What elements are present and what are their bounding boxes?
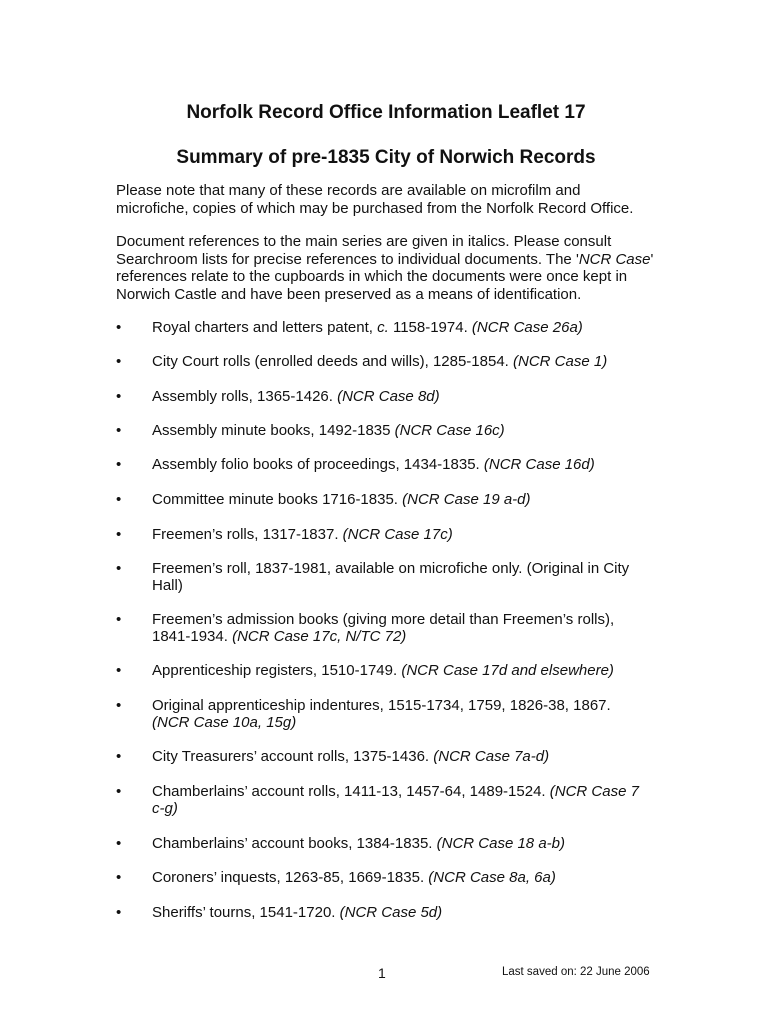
- ncr-reference: (NCR Case 10a, 15g): [152, 714, 297, 731]
- intro-paragraph-microfilm: Please note that many of these records are available on microfilm and microfiche, copies of which may be purchased from the Norfolk Record Office.: [116, 182, 634, 217]
- list-item-text: Chamberlains’ account books, 1384-1835. (NCR Case 18 a-b): [152, 835, 565, 852]
- ncr-reference: (NCR Case 19 a-d): [402, 491, 531, 508]
- ncr-reference: (NCR Case 5d): [339, 904, 443, 921]
- document-title: Norfolk Record Office Information Leaflet 17: [186, 102, 586, 123]
- list-item-text: Freemen’s admission books (giving more detail than Freemen’s rolls), 1841-1934. (NCR Case 17c, N/TC 72): [152, 611, 615, 645]
- bullet-icon: •: [116, 353, 122, 370]
- ncr-reference: (NCR Case 17c): [342, 526, 453, 543]
- list-item-text: City Treasurers’ account rolls, 1375-1436. (NCR Case 7a-d): [152, 748, 550, 765]
- list-item-text: Freemen’s rolls, 1317-1837. (NCR Case 17c): [152, 526, 453, 543]
- bullet-icon: •: [116, 560, 122, 577]
- bullet-icon: •: [116, 526, 122, 543]
- ncr-reference: (NCR Case 8d): [337, 388, 440, 405]
- list-item-text: Committee minute books 1716-1835. (NCR Case 19 a-d): [152, 491, 531, 508]
- intro-ncr-case-term: NCR Case: [578, 250, 651, 268]
- ncr-reference: (NCR Case 16c): [394, 422, 505, 439]
- intro-text-start: Document references to the main series are given in italics. Please consult Searchroom lists for precise references to individual documents. The ': [116, 233, 612, 268]
- ncr-reference: (NCR Case 17d and elsewhere): [401, 662, 614, 679]
- ncr-reference: (NCR Case 17c, N/TC 72): [232, 628, 407, 645]
- bullet-icon: •: [116, 904, 122, 921]
- bullet-icon: •: [116, 456, 122, 473]
- document-subtitle: Summary of pre-1835 City of Norwich Records: [176, 147, 596, 168]
- ncr-reference: (NCR Case 8a, 6a): [428, 869, 556, 886]
- ncr-reference: (NCR Case 7 c-g): [152, 783, 639, 817]
- bullet-icon: •: [116, 319, 122, 336]
- list-item-text: Chamberlains’ account rolls, 1411-13, 1457-64, 1489-1524. (NCR Case 7 c-g): [152, 783, 639, 817]
- list-item-text: Coroners’ inquests, 1263-85, 1669-1835. (NCR Case 8a, 6a): [152, 869, 556, 886]
- ncr-reference: (NCR Case 7a-d): [433, 748, 550, 765]
- bullet-icon: •: [116, 697, 122, 714]
- list-item-text: Sheriffs’ tourns, 1541-1720. (NCR Case 5d): [152, 904, 443, 921]
- bullet-icon: •: [116, 611, 122, 628]
- ncr-reference: (NCR Case 26a): [471, 319, 583, 336]
- last-saved-date: Last saved on: 22 June 2006: [502, 966, 650, 978]
- bullet-icon: •: [116, 783, 122, 800]
- circa-abbreviation: c.: [377, 319, 389, 336]
- list-item-text: Apprenticeship registers, 1510-1749. (NCR Case 17d and elsewhere): [152, 662, 614, 679]
- bullet-icon: •: [116, 422, 122, 439]
- bullet-icon: •: [116, 388, 122, 405]
- bullet-icon: •: [116, 748, 122, 765]
- list-item-text: Assembly folio books of proceedings, 1434-1835. (NCR Case 16d): [152, 456, 595, 473]
- bullet-icon: •: [116, 662, 122, 679]
- intro-paragraph-references: [116, 233, 656, 303]
- ncr-reference: (NCR Case 18 a-b): [436, 835, 565, 852]
- list-item-text: Royal charters and letters patent, c. 1158-1974. (NCR Case 26a): [152, 319, 583, 336]
- bullet-icon: •: [116, 491, 122, 508]
- list-item-text: Original apprenticeship indentures, 1515-1734, 1759, 1826-38, 1867. (NCR Case 10a, 15g): [152, 697, 611, 731]
- ncr-reference: (NCR Case 1): [513, 353, 608, 370]
- list-item-text: Assembly minute books, 1492-1835 (NCR Case 16c): [152, 422, 505, 439]
- list-item-text: Assembly rolls, 1365-1426. (NCR Case 8d): [152, 388, 440, 405]
- page-number: 1: [378, 965, 386, 981]
- bullet-icon: •: [116, 869, 122, 886]
- intro-text-end: ' references relate to the cupboards in which the documents were once kept in Norwich Castle and have been preserved as a means of identification.: [116, 250, 654, 303]
- list-item-text: City Court rolls (enrolled deeds and wills), 1285-1854. (NCR Case 1): [152, 353, 608, 370]
- ncr-reference: (NCR Case 16d): [483, 456, 595, 473]
- list-item-text: Freemen’s roll, 1837-1981, available on microfiche only. (Original in City Hall): [152, 560, 630, 594]
- bullet-icon: •: [116, 835, 122, 852]
